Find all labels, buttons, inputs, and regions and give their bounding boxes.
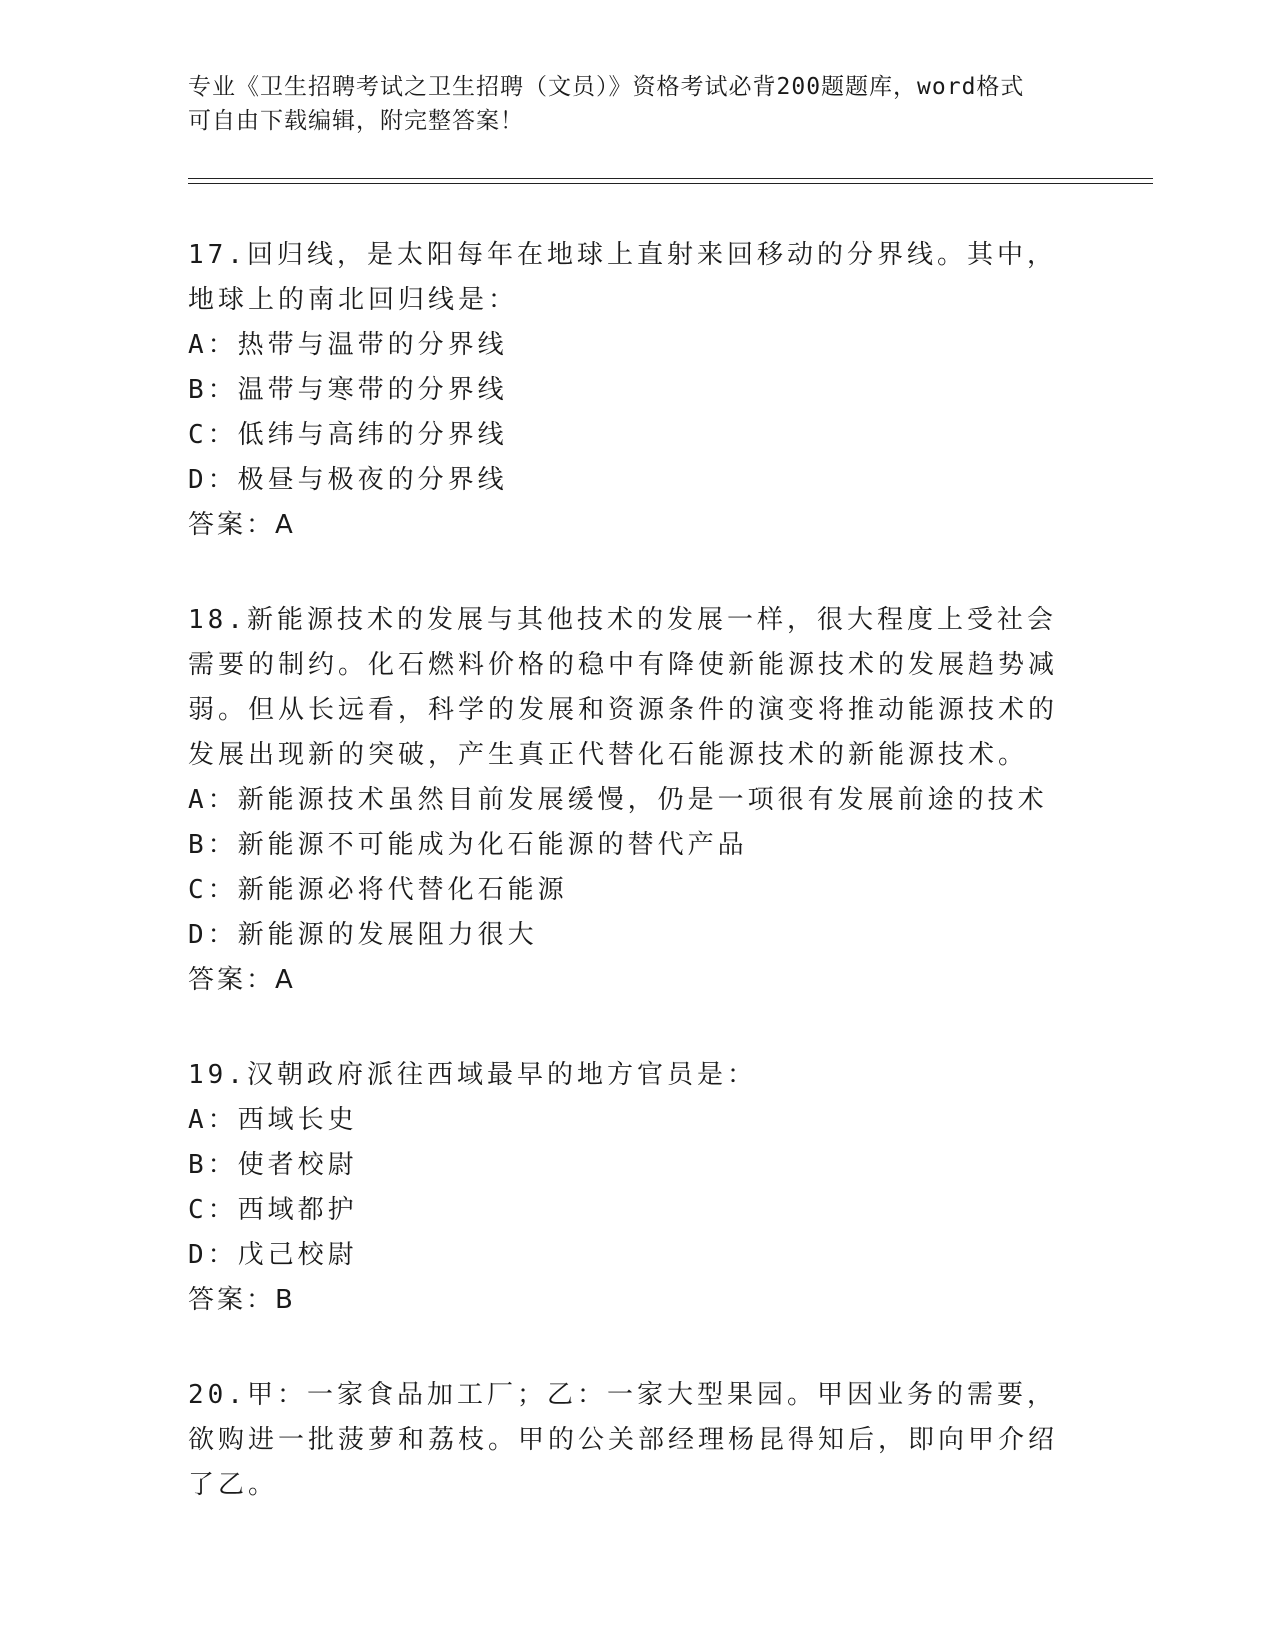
option-a: A：西域长史 [188,1105,358,1135]
option-c: C：新能源必将代替化石能源 [188,875,568,905]
question-stem: 18.新能源技术的发展与其他技术的发展一样，很大程度上受社会需要的制约。化石燃料价格的稳中有降使新能源技术的发展趋势减弱。但从长远看，科学的发展和资源条件的演变将推动能源技术的发展出现新的突破，产生真正代替化石能源技术的新能源技术。 [188,605,1059,770]
header-divider-top [188,178,1153,179]
question-list [188,233,1068,1558]
question-18 [188,598,1068,1003]
option-b: B：温带与寒带的分界线 [188,375,508,405]
option-a: A：新能源技术虽然目前发展缓慢，仍是一项很有发展前途的技术 [188,785,1048,815]
option-d: D：戊己校尉 [188,1240,358,1270]
question-stem: 17.回归线，是太阳每年在地球上直射来回移动的分界线。其中，地球上的南北回归线是： [188,240,1057,315]
question-20 [188,1373,1068,1508]
option-b: B：新能源不可能成为化石能源的替代产品 [188,830,748,860]
question-stem: 19.汉朝政府派往西域最早的地方官员是： [188,1060,757,1090]
header-line-2: 可自由下载编辑，附完整答案！ [188,108,524,134]
option-c: C：西域都护 [188,1195,358,1225]
option-b: B：使者校尉 [188,1150,358,1180]
header-line-1: 专业《卫生招聘考试之卫生招聘（文员）》资格考试必背200题题库，word格式 [188,74,1025,100]
option-d: D：极昼与极夜的分界线 [188,465,508,495]
question-stem: 20.甲：一家食品加工厂；乙：一家大型果园。甲因业务的需要，欲购进一批菠萝和荔枝。甲的公关部经理杨昆得知后，即向甲介绍了乙。 [188,1380,1059,1500]
answer: 答案：B [188,1285,296,1315]
question-19 [188,1053,1068,1323]
document-header [188,70,1153,138]
answer: 答案：A [188,510,296,540]
option-a: A：热带与温带的分界线 [188,330,508,360]
answer: 答案：A [188,965,296,995]
question-17 [188,233,1068,548]
option-c: C：低纬与高纬的分界线 [188,420,508,450]
header-divider-bottom [188,183,1153,184]
option-d: D：新能源的发展阻力很大 [188,920,538,950]
